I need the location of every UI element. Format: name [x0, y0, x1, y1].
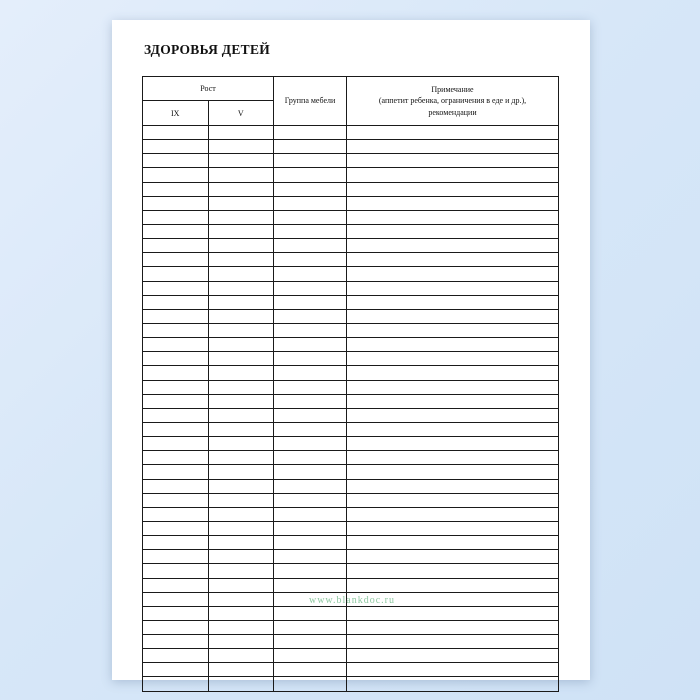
cell-note[interactable]: [347, 253, 559, 267]
cell-height-may[interactable]: [208, 309, 274, 323]
cell-height-may[interactable]: [208, 649, 274, 663]
table-header-row-top: [143, 77, 559, 101]
cell-height-may[interactable]: [208, 239, 274, 253]
table-row: [143, 592, 559, 606]
watermark: www.blankdoc.ru: [308, 595, 395, 606]
cell-height-may[interactable]: [208, 323, 274, 337]
cell-height-may[interactable]: [208, 465, 274, 479]
cell-note[interactable]: [347, 620, 559, 634]
table-row: [143, 196, 559, 210]
column-group-height: Рост: [143, 77, 274, 101]
cell-note[interactable]: [347, 210, 559, 224]
table-row: [143, 677, 559, 691]
note-header-line-2: (аппетит ребенка, ограничения в еде и др.),: [378, 96, 527, 106]
table-row: [143, 281, 559, 295]
cell-height-may[interactable]: [208, 422, 274, 436]
cell-note[interactable]: [347, 479, 559, 493]
cell-furniture-group[interactable]: [274, 422, 347, 436]
cell-furniture-group[interactable]: [274, 493, 347, 507]
cell-height-may[interactable]: [208, 140, 274, 154]
cell-height-september[interactable]: [143, 323, 209, 337]
cell-height-may[interactable]: [208, 394, 274, 408]
table-row: [143, 323, 559, 337]
cell-furniture-group[interactable]: [274, 465, 347, 479]
cell-height-september[interactable]: [143, 620, 209, 634]
cell-furniture-group[interactable]: [274, 606, 347, 620]
cell-height-may[interactable]: [208, 196, 274, 210]
cell-height-may[interactable]: [208, 224, 274, 238]
cell-note[interactable]: [347, 507, 559, 521]
cell-note[interactable]: [347, 592, 559, 606]
cell-height-may[interactable]: [208, 210, 274, 224]
cell-furniture-group[interactable]: [274, 267, 347, 281]
cell-note[interactable]: [347, 493, 559, 507]
cell-height-may[interactable]: [208, 606, 274, 620]
cell-height-september[interactable]: [143, 592, 209, 606]
cell-height-september[interactable]: [143, 606, 209, 620]
cell-height-september[interactable]: [143, 168, 209, 182]
cell-furniture-group[interactable]: [274, 649, 347, 663]
cell-height-september[interactable]: [143, 140, 209, 154]
table-row: [143, 182, 559, 196]
cell-furniture-group[interactable]: [274, 239, 347, 253]
column-header-september: IX: [143, 101, 209, 126]
health-table: [142, 76, 559, 692]
table-row: [143, 126, 559, 140]
cell-furniture-group[interactable]: [274, 295, 347, 309]
table-row: [143, 507, 559, 521]
cell-furniture-group[interactable]: [274, 564, 347, 578]
cell-height-may[interactable]: [208, 154, 274, 168]
cell-furniture-group[interactable]: [274, 168, 347, 182]
cell-height-may[interactable]: [208, 550, 274, 564]
cell-note[interactable]: [347, 281, 559, 295]
table-row: [143, 352, 559, 366]
cell-height-september[interactable]: [143, 253, 209, 267]
cell-furniture-group[interactable]: [274, 154, 347, 168]
cell-height-september[interactable]: [143, 493, 209, 507]
cell-height-september[interactable]: [143, 564, 209, 578]
table-row: [143, 267, 559, 281]
document-content: [142, 42, 562, 692]
cell-note[interactable]: [347, 126, 559, 140]
cell-height-september[interactable]: [143, 479, 209, 493]
cell-height-may[interactable]: [208, 479, 274, 493]
cell-note[interactable]: [347, 323, 559, 337]
table-row: [143, 239, 559, 253]
table-row: [143, 635, 559, 649]
cell-note[interactable]: [347, 366, 559, 380]
cell-note[interactable]: [347, 649, 559, 663]
cell-height-may[interactable]: [208, 451, 274, 465]
cell-height-september[interactable]: [143, 437, 209, 451]
cell-height-september[interactable]: [143, 196, 209, 210]
cell-height-may[interactable]: [208, 338, 274, 352]
cell-height-may[interactable]: [208, 507, 274, 521]
table-row: [143, 140, 559, 154]
cell-height-september[interactable]: [143, 521, 209, 535]
cell-furniture-group[interactable]: [274, 338, 347, 352]
cell-note[interactable]: [347, 677, 559, 691]
cell-note[interactable]: [347, 521, 559, 535]
cell-note[interactable]: [347, 224, 559, 238]
cell-height-september[interactable]: [143, 536, 209, 550]
cell-height-may[interactable]: [208, 635, 274, 649]
cell-furniture-group[interactable]: [274, 126, 347, 140]
cell-height-may[interactable]: [208, 352, 274, 366]
table-row: [143, 422, 559, 436]
table-row: [143, 253, 559, 267]
table-row: [143, 338, 559, 352]
table-head: [143, 77, 559, 126]
cell-height-september[interactable]: [143, 154, 209, 168]
cell-furniture-group[interactable]: [274, 408, 347, 422]
table-body: [143, 126, 559, 692]
cell-height-september[interactable]: [143, 267, 209, 281]
cell-furniture-group[interactable]: [274, 677, 347, 691]
cell-height-may[interactable]: [208, 437, 274, 451]
cell-furniture-group[interactable]: [274, 635, 347, 649]
table-row: [143, 550, 559, 564]
cell-note[interactable]: [347, 352, 559, 366]
cell-height-may[interactable]: [208, 536, 274, 550]
cell-height-may[interactable]: [208, 126, 274, 140]
table-row: [143, 408, 559, 422]
cell-furniture-group[interactable]: [274, 182, 347, 196]
cell-height-may[interactable]: [208, 366, 274, 380]
cell-note[interactable]: [347, 295, 559, 309]
cell-height-september[interactable]: [143, 281, 209, 295]
cell-height-september[interactable]: [143, 451, 209, 465]
cell-note[interactable]: [347, 408, 559, 422]
cell-height-may[interactable]: [208, 408, 274, 422]
table-row: [143, 451, 559, 465]
cell-note[interactable]: [347, 663, 559, 677]
cell-height-may[interactable]: [208, 493, 274, 507]
cell-furniture-group[interactable]: [274, 366, 347, 380]
cell-height-september[interactable]: [143, 380, 209, 394]
cell-height-may[interactable]: [208, 182, 274, 196]
cell-height-may[interactable]: [208, 380, 274, 394]
cell-furniture-group[interactable]: [274, 224, 347, 238]
cell-height-september[interactable]: [143, 677, 209, 691]
cell-note[interactable]: [347, 380, 559, 394]
table-row: [143, 663, 559, 677]
cell-note[interactable]: [347, 394, 559, 408]
cell-height-may[interactable]: [208, 253, 274, 267]
cell-height-september[interactable]: [143, 239, 209, 253]
table-row: [143, 437, 559, 451]
table-row: [143, 224, 559, 238]
cell-height-may[interactable]: [208, 267, 274, 281]
table-row: [143, 649, 559, 663]
cell-furniture-group[interactable]: [274, 507, 347, 521]
table-row: [143, 465, 559, 479]
cell-furniture-group[interactable]: [274, 210, 347, 224]
cell-height-may[interactable]: [208, 592, 274, 606]
cell-furniture-group[interactable]: [274, 380, 347, 394]
cell-height-september[interactable]: [143, 422, 209, 436]
table-row: [143, 564, 559, 578]
cell-furniture-group[interactable]: [274, 479, 347, 493]
table-row: [143, 380, 559, 394]
cell-note[interactable]: [347, 437, 559, 451]
cell-height-september[interactable]: [143, 338, 209, 352]
cell-furniture-group[interactable]: [274, 451, 347, 465]
cell-note[interactable]: [347, 182, 559, 196]
table-row: [143, 578, 559, 592]
cell-furniture-group[interactable]: [274, 663, 347, 677]
cell-height-may[interactable]: [208, 677, 274, 691]
cell-note[interactable]: [347, 550, 559, 564]
cell-furniture-group[interactable]: [274, 536, 347, 550]
cell-height-may[interactable]: [208, 564, 274, 578]
table-row: [143, 309, 559, 323]
cell-note[interactable]: [347, 635, 559, 649]
cell-note[interactable]: [347, 196, 559, 210]
cell-note[interactable]: [347, 140, 559, 154]
cell-height-september[interactable]: [143, 309, 209, 323]
cell-furniture-group[interactable]: [274, 620, 347, 634]
cell-note[interactable]: [347, 536, 559, 550]
cell-furniture-group[interactable]: [274, 394, 347, 408]
table-row: [143, 168, 559, 182]
cell-height-may[interactable]: [208, 620, 274, 634]
cell-note[interactable]: [347, 239, 559, 253]
table-row: [143, 154, 559, 168]
cell-height-september[interactable]: [143, 352, 209, 366]
cell-height-september[interactable]: [143, 649, 209, 663]
cell-height-september[interactable]: [143, 224, 209, 238]
cell-height-may[interactable]: [208, 578, 274, 592]
cell-furniture-group[interactable]: [274, 281, 347, 295]
table-row: [143, 521, 559, 535]
cell-height-september[interactable]: [143, 295, 209, 309]
cell-note[interactable]: [347, 309, 559, 323]
cell-note[interactable]: [347, 267, 559, 281]
cell-furniture-group[interactable]: [274, 437, 347, 451]
table-row: [143, 479, 559, 493]
cell-height-september[interactable]: [143, 182, 209, 196]
cell-furniture-group[interactable]: [274, 592, 347, 606]
cell-furniture-group[interactable]: [274, 550, 347, 564]
cell-height-may[interactable]: [208, 168, 274, 182]
cell-height-september[interactable]: [143, 366, 209, 380]
table-row: [143, 295, 559, 309]
cell-height-may[interactable]: [208, 521, 274, 535]
cell-height-may[interactable]: [208, 663, 274, 677]
cell-furniture-group[interactable]: [274, 253, 347, 267]
cell-height-september[interactable]: [143, 578, 209, 592]
cell-note[interactable]: [347, 465, 559, 479]
note-header-line-1: Примечание: [431, 84, 474, 94]
cell-note[interactable]: [347, 578, 559, 592]
cell-note[interactable]: [347, 564, 559, 578]
table-row: [143, 394, 559, 408]
table-row: [143, 493, 559, 507]
table-row: [143, 620, 559, 634]
cell-height-september[interactable]: [143, 126, 209, 140]
table-row: [143, 210, 559, 224]
cell-note[interactable]: [347, 338, 559, 352]
document-page: [112, 20, 590, 680]
cell-furniture-group[interactable]: [274, 309, 347, 323]
cell-height-september[interactable]: [143, 507, 209, 521]
cell-note[interactable]: [347, 422, 559, 436]
note-header-line-3: рекомендации: [428, 107, 477, 117]
table-row: [143, 536, 559, 550]
cell-height-september[interactable]: [143, 550, 209, 564]
cell-furniture-group[interactable]: [274, 521, 347, 535]
cell-note[interactable]: [347, 168, 559, 182]
cell-note[interactable]: [347, 451, 559, 465]
cell-height-september[interactable]: [143, 465, 209, 479]
page-title: ЗДОРОВЬЯ ДЕТЕЙ: [144, 42, 271, 57]
cell-note[interactable]: [347, 154, 559, 168]
cell-furniture-group[interactable]: [274, 578, 347, 592]
cell-height-september[interactable]: [143, 210, 209, 224]
cell-height-september[interactable]: [143, 635, 209, 649]
column-header-may: V: [208, 101, 274, 126]
cell-height-september[interactable]: [143, 394, 209, 408]
column-header-furniture-group: Группа мебели: [274, 77, 347, 126]
table-row: [143, 606, 559, 620]
cell-note[interactable]: [347, 606, 559, 620]
cell-height-may[interactable]: [208, 281, 274, 295]
cell-height-may[interactable]: [208, 295, 274, 309]
table-row: [143, 366, 559, 380]
cell-furniture-group[interactable]: [274, 352, 347, 366]
cell-furniture-group[interactable]: [274, 323, 347, 337]
cell-height-september[interactable]: [143, 408, 209, 422]
cell-height-september[interactable]: [143, 663, 209, 677]
column-header-note: [347, 77, 559, 126]
cell-furniture-group[interactable]: [274, 140, 347, 154]
cell-furniture-group[interactable]: [274, 196, 347, 210]
